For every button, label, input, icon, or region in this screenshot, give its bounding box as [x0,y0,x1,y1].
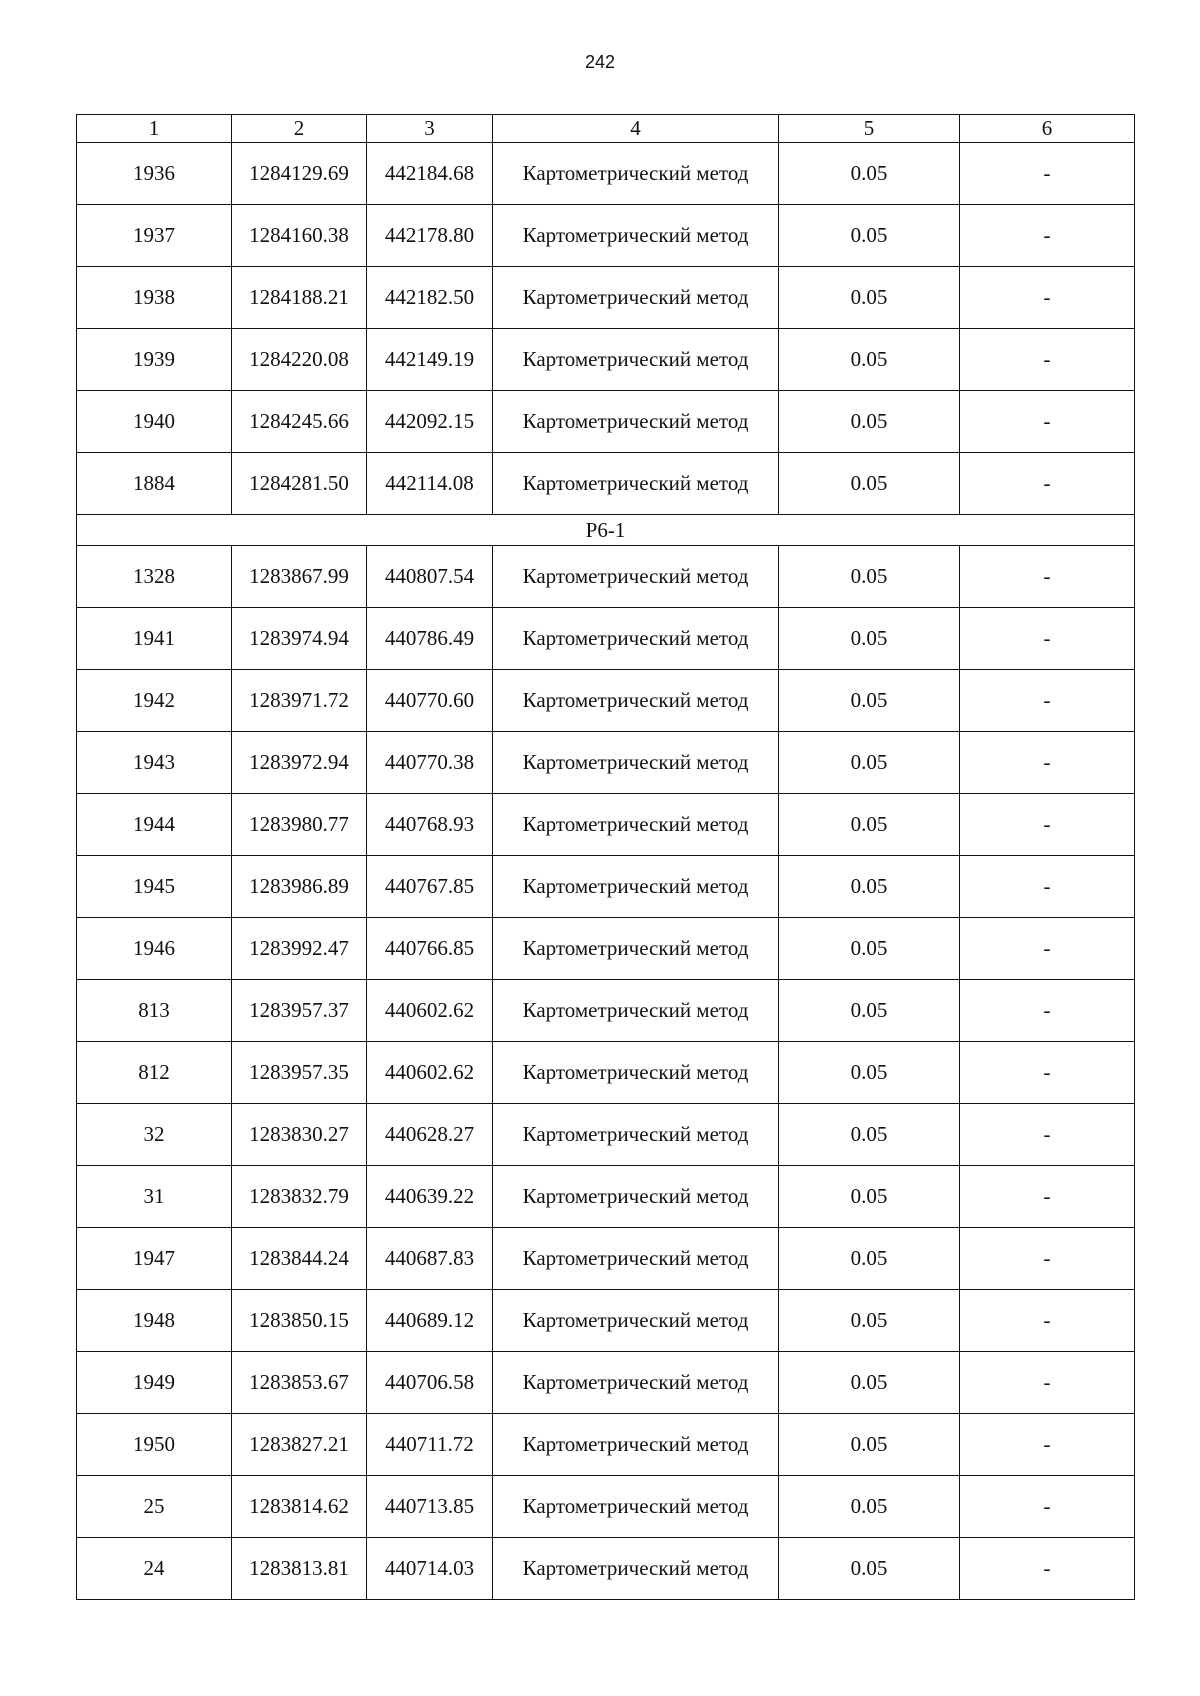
note-cell: - [960,1414,1135,1476]
method-cell: Картометрический метод [493,856,779,918]
point-number-cell: 1943 [77,732,232,794]
note-cell: - [960,143,1135,205]
column-header: 6 [960,115,1135,143]
table-row [77,918,1135,980]
note-cell: - [960,1228,1135,1290]
accuracy-cell: 0.05 [779,1042,960,1104]
x-coordinate-cell: 1284245.66 [232,391,367,453]
y-coordinate-cell: 440770.38 [367,732,493,794]
table-row [77,267,1135,329]
accuracy-cell: 0.05 [779,267,960,329]
coordinates-table [76,114,1135,1600]
method-cell: Картометрический метод [493,980,779,1042]
note-cell: - [960,267,1135,329]
point-number-cell: 1939 [77,329,232,391]
point-number-cell: 32 [77,1104,232,1166]
table-row [77,329,1135,391]
point-number-cell: 1948 [77,1290,232,1352]
table-row [77,453,1135,515]
point-number-cell: 1936 [77,143,232,205]
table-row [77,1414,1135,1476]
note-cell: - [960,546,1135,608]
method-cell: Картометрический метод [493,143,779,205]
y-coordinate-cell: 440687.83 [367,1228,493,1290]
point-number-cell: 31 [77,1166,232,1228]
point-number-cell: 24 [77,1538,232,1600]
x-coordinate-cell: 1283986.89 [232,856,367,918]
column-header: 3 [367,115,493,143]
method-cell: Картометрический метод [493,1166,779,1228]
table-body [77,143,1135,1600]
point-number-cell: 813 [77,980,232,1042]
table-row [77,1042,1135,1104]
note-cell: - [960,1166,1135,1228]
accuracy-cell: 0.05 [779,980,960,1042]
method-cell: Картометрический метод [493,267,779,329]
note-cell: - [960,1290,1135,1352]
x-coordinate-cell: 1283832.79 [232,1166,367,1228]
x-coordinate-cell: 1283830.27 [232,1104,367,1166]
accuracy-cell: 0.05 [779,1414,960,1476]
point-number-cell: 1940 [77,391,232,453]
section-label: Р6-1 [77,515,1135,546]
method-cell: Картометрический метод [493,794,779,856]
note-cell: - [960,391,1135,453]
accuracy-cell: 0.05 [779,732,960,794]
point-number-cell: 1950 [77,1414,232,1476]
point-number-cell: 812 [77,1042,232,1104]
point-number-cell: 1946 [77,918,232,980]
note-cell: - [960,980,1135,1042]
note-cell: - [960,794,1135,856]
method-cell: Картометрический метод [493,608,779,670]
point-number-cell: 1941 [77,608,232,670]
method-cell: Картометрический метод [493,918,779,980]
note-cell: - [960,1538,1135,1600]
y-coordinate-cell: 440770.60 [367,670,493,732]
accuracy-cell: 0.05 [779,670,960,732]
y-coordinate-cell: 442178.80 [367,205,493,267]
method-cell: Картометрический метод [493,329,779,391]
x-coordinate-cell: 1283992.47 [232,918,367,980]
x-coordinate-cell: 1283827.21 [232,1414,367,1476]
table-row [77,732,1135,794]
accuracy-cell: 0.05 [779,1104,960,1166]
method-cell: Картометрический метод [493,1476,779,1538]
table-row [77,391,1135,453]
y-coordinate-cell: 440766.85 [367,918,493,980]
y-coordinate-cell: 440768.93 [367,794,493,856]
table-row [77,608,1135,670]
y-coordinate-cell: 440628.27 [367,1104,493,1166]
note-cell: - [960,856,1135,918]
table-row [77,856,1135,918]
y-coordinate-cell: 440689.12 [367,1290,493,1352]
accuracy-cell: 0.05 [779,1290,960,1352]
accuracy-cell: 0.05 [779,453,960,515]
method-cell: Картометрический метод [493,1352,779,1414]
table-row [77,143,1135,205]
accuracy-cell: 0.05 [779,918,960,980]
note-cell: - [960,732,1135,794]
x-coordinate-cell: 1283814.62 [232,1476,367,1538]
accuracy-cell: 0.05 [779,1228,960,1290]
table-row [77,546,1135,608]
y-coordinate-cell: 440714.03 [367,1538,493,1600]
point-number-cell: 1328 [77,546,232,608]
table-row [77,1104,1135,1166]
accuracy-cell: 0.05 [779,1476,960,1538]
point-number-cell: 25 [77,1476,232,1538]
note-cell: - [960,453,1135,515]
x-coordinate-cell: 1283844.24 [232,1228,367,1290]
column-header: 4 [493,115,779,143]
point-number-cell: 1937 [77,205,232,267]
accuracy-cell: 0.05 [779,143,960,205]
y-coordinate-cell: 442149.19 [367,329,493,391]
table-row [77,670,1135,732]
point-number-cell: 1947 [77,1228,232,1290]
table-row [77,1228,1135,1290]
x-coordinate-cell: 1283867.99 [232,546,367,608]
accuracy-cell: 0.05 [779,391,960,453]
table-row [77,1290,1135,1352]
page-number: 242 [584,52,616,72]
point-number-cell: 1944 [77,794,232,856]
accuracy-cell: 0.05 [779,608,960,670]
x-coordinate-cell: 1283957.35 [232,1042,367,1104]
accuracy-cell: 0.05 [779,794,960,856]
table-row [77,1166,1135,1228]
y-coordinate-cell: 442184.68 [367,143,493,205]
section-header-row [77,515,1135,546]
x-coordinate-cell: 1283972.94 [232,732,367,794]
y-coordinate-cell: 440767.85 [367,856,493,918]
accuracy-cell: 0.05 [779,1352,960,1414]
method-cell: Картометрический метод [493,732,779,794]
x-coordinate-cell: 1283853.67 [232,1352,367,1414]
method-cell: Картометрический метод [493,1104,779,1166]
table-row [77,980,1135,1042]
y-coordinate-cell: 440602.62 [367,1042,493,1104]
method-cell: Картометрический метод [493,1228,779,1290]
accuracy-cell: 0.05 [779,329,960,391]
point-number-cell: 1942 [77,670,232,732]
y-coordinate-cell: 442114.08 [367,453,493,515]
x-coordinate-cell: 1283974.94 [232,608,367,670]
y-coordinate-cell: 440602.62 [367,980,493,1042]
table-row [77,794,1135,856]
accuracy-cell: 0.05 [779,856,960,918]
x-coordinate-cell: 1284220.08 [232,329,367,391]
point-number-cell: 1938 [77,267,232,329]
table-row [77,1352,1135,1414]
note-cell: - [960,608,1135,670]
accuracy-cell: 0.05 [779,1166,960,1228]
note-cell: - [960,670,1135,732]
method-cell: Картометрический метод [493,1042,779,1104]
accuracy-cell: 0.05 [779,1538,960,1600]
x-coordinate-cell: 1283971.72 [232,670,367,732]
table-row [77,205,1135,267]
x-coordinate-cell: 1283813.81 [232,1538,367,1600]
note-cell: - [960,1352,1135,1414]
y-coordinate-cell: 440711.72 [367,1414,493,1476]
accuracy-cell: 0.05 [779,205,960,267]
method-cell: Картометрический метод [493,391,779,453]
point-number-cell: 1884 [77,453,232,515]
column-header: 2 [232,115,367,143]
note-cell: - [960,329,1135,391]
method-cell: Картометрический метод [493,670,779,732]
method-cell: Картометрический метод [493,205,779,267]
note-cell: - [960,1104,1135,1166]
column-header: 1 [77,115,232,143]
y-coordinate-cell: 440706.58 [367,1352,493,1414]
method-cell: Картометрический метод [493,1414,779,1476]
x-coordinate-cell: 1284160.38 [232,205,367,267]
y-coordinate-cell: 440807.54 [367,546,493,608]
table-row [77,1476,1135,1538]
method-cell: Картометрический метод [493,453,779,515]
y-coordinate-cell: 440713.85 [367,1476,493,1538]
method-cell: Картометрический метод [493,1538,779,1600]
method-cell: Картометрический метод [493,1290,779,1352]
table-row [77,1538,1135,1600]
method-cell: Картометрический метод [493,546,779,608]
y-coordinate-cell: 442092.15 [367,391,493,453]
x-coordinate-cell: 1284281.50 [232,453,367,515]
y-coordinate-cell: 442182.50 [367,267,493,329]
note-cell: - [960,205,1135,267]
note-cell: - [960,1042,1135,1104]
x-coordinate-cell: 1284129.69 [232,143,367,205]
note-cell: - [960,918,1135,980]
x-coordinate-cell: 1283957.37 [232,980,367,1042]
x-coordinate-cell: 1283980.77 [232,794,367,856]
column-header: 5 [779,115,960,143]
point-number-cell: 1945 [77,856,232,918]
point-number-cell: 1949 [77,1352,232,1414]
y-coordinate-cell: 440639.22 [367,1166,493,1228]
y-coordinate-cell: 440786.49 [367,608,493,670]
accuracy-cell: 0.05 [779,546,960,608]
note-cell: - [960,1476,1135,1538]
header-row [77,115,1135,143]
x-coordinate-cell: 1283850.15 [232,1290,367,1352]
x-coordinate-cell: 1284188.21 [232,267,367,329]
